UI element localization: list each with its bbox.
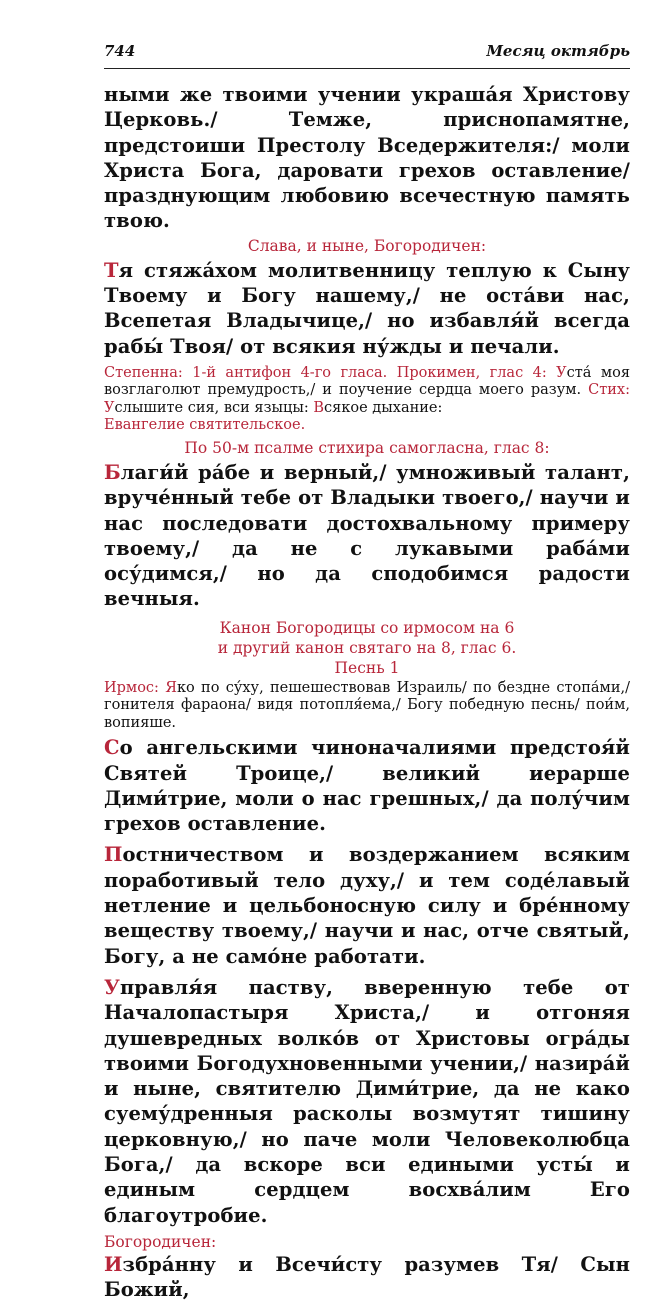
page-header: [104, 40, 630, 69]
paragraph-stepenna: [104, 365, 630, 435]
drop-initial: Т: [104, 258, 119, 282]
paragraph-troparion-3: [104, 975, 630, 1228]
paragraph-text: збра́нну и Всечи́сту разумев Тя/ Сын Божий,: [104, 1252, 630, 1302]
paragraph-irmos: [104, 680, 630, 733]
paragraph-text: я стяжа́хом молитвенницу теплую к Сыну Твоему и Богу нашему,/ не оста́ви нас, Всепетая Владычице,/ но избавля́й всегда рабы́ Твоя/ от всякия ну́жды и печали.: [104, 258, 630, 358]
stih-text: слышите сия, вси языцы:: [114, 399, 314, 416]
paragraph-bogorodichen: [104, 258, 630, 359]
paragraph-bogorodichen-2: [104, 1252, 630, 1302]
drop-initial: У: [556, 364, 567, 381]
paragraph-text: о ангельскими чиноначалиями предстоя́й Святей Троице,/ великий иерарше Дими́трие, моли о нас грешных,/ да полу́чим грехов оставление.: [104, 736, 630, 836]
rubric-kanon-line1: Канон Богородицы со ирмосом на 6: [219, 618, 515, 637]
rubric-stepenna: Степенна: 1-й антифон 4-го гласа. Прокимен, глас 4:: [104, 364, 557, 381]
paragraph-troparion-end: ными же твоими учении украша́я Христову Церковь./ Темже, приснопамятне, предстоиши Престолу Вседержителя:/ моли Христа Бога, даровати грехов оставление/ празднующим любовию всечестную память твою.: [104, 83, 630, 233]
vsyakoe-text: сякое дыхание:: [324, 399, 443, 416]
drop-initial: В: [313, 399, 325, 416]
paragraph-text: лаги́й ра́бе и верный,/ умноживый талант, вруче́нный тебе от Владыки твоего,/ научи и нас последовати достохвальному примеру твоему,/ да не с лукавыми раба́ми осу́димся,/ но да сподобимся радости вечныя.: [104, 460, 630, 611]
paragraph-troparion-1: [104, 735, 630, 836]
drop-initial: У: [104, 975, 120, 999]
page-number: 744: [104, 42, 136, 60]
rubric-stih: Стих:: [588, 382, 630, 399]
drop-initial: Б: [104, 460, 121, 484]
rubric-kanon-line2: и другий канон святаго на 8, глас 6.: [217, 638, 517, 657]
irmos-text: ко по су́ху, пешешествовав Израиль/ по бездне стопа́ми,/ гонителя фараона/ видя потопля́ема,/ Богу победную песнь/ пои́м, вопияше.: [104, 679, 630, 731]
page-body: [104, 82, 630, 1302]
running-title: Месяц октябрь: [486, 42, 630, 60]
drop-initial: П: [104, 843, 123, 867]
prokimen-text: ста́ моя возглаголют премудрость,/ и поучение сердца моего разум.: [104, 364, 630, 399]
rubric-po-50: По 50-м псалме стихира самогласна, глас 8:: [184, 438, 550, 457]
drop-initial: И: [104, 1252, 123, 1276]
paragraph-troparion-2: [104, 842, 630, 968]
paragraph-text: правля́я паству, вверенную тебе от Началопастыря Христа,/ и отгоняя душевредных волко́в от Христовы огра́ды твоими Богодухновенными учении,/ назира́й и ныне, святителю Дими́трие, да не како суему́дренныя расколы возмутят тишину церковную,/ но паче моли Человеколюбца Бога,/ да вскоре вси едиными усты́ и единым сердцем восхва́лим Его благоутробие.: [104, 975, 630, 1227]
paragraph-text: остничеством и воздержанием всяким пораб́отивый тело духу,/ и тем соде́лавый нетление и цельбоносную силу и бре́нному веществу твоему,/ научи и нас, отче святый, Богу, а не само́не работати.: [104, 843, 630, 968]
rubric-slava: Слава, и ныне, Богородичен:: [247, 236, 487, 255]
rubric-irmos: Ирмос:: [104, 679, 166, 696]
drop-initial: Я: [165, 679, 177, 696]
drop-initial: У: [104, 399, 115, 416]
paragraph-stichera: [104, 460, 630, 612]
rubric-evangelie: Евангелие святительское.: [104, 417, 306, 434]
rubric-bogorodichen: Богородичен:: [104, 1232, 217, 1251]
rubric-pesn: Песнь 1: [334, 658, 400, 677]
drop-initial: С: [104, 736, 120, 760]
